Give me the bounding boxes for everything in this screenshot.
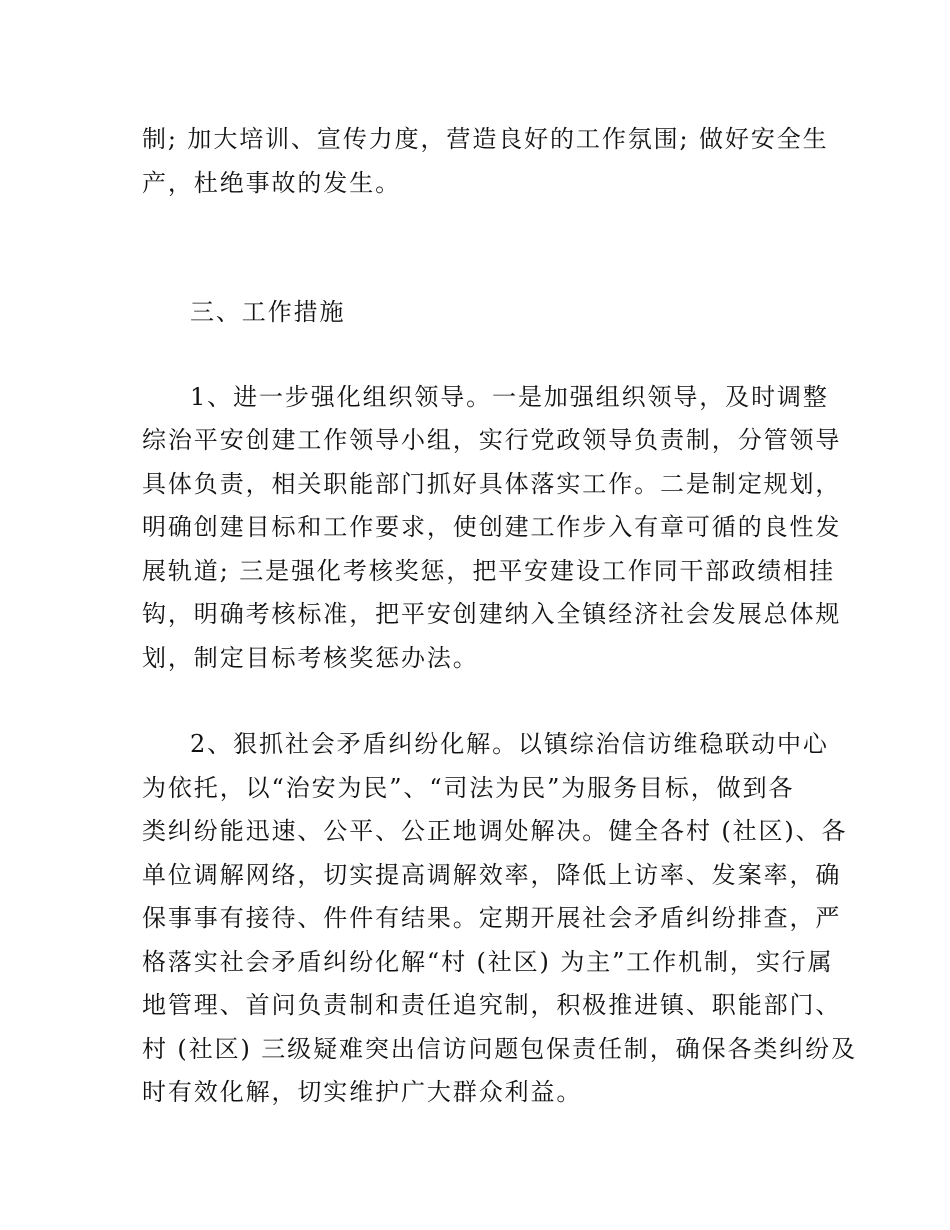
para2-line-1: 2、狠抓社会矛盾纠纷化解。以镇综治信访维稳联动中心 <box>190 730 829 758</box>
para2-line-6: 格落实社会矛盾纠纷化解“村 (社区) 为主”工作机制，实行属 <box>142 948 834 976</box>
para2-line-4: 单位调解网络，切实提高调解效率，降低上访率、发案率，确 <box>142 861 842 889</box>
para1-line-7: 划，制定目标考核奖惩办法。 <box>142 644 479 672</box>
para2-line-8: 村 (社区) 三级疑难突出信访问题包保责任制，确保各类纠纷及 <box>142 1035 857 1063</box>
para1-line-1: 1、进一步强化组织领导。一是加强组织领导，及时调整 <box>190 383 829 411</box>
para2-line-7: 地管理、首问负责制和责任追究制，积极推进镇、职能部门、 <box>142 991 842 1019</box>
para2-line-5: 保事事有接待、件件有结果。定期开展社会矛盾纠纷排查，严 <box>142 904 842 932</box>
para2-line-3: 类纠纷能迅速、公平、公正地调处解决。健全各村 (社区)、各 <box>142 817 848 845</box>
para-intro-line-1: 制; 加大培训、宣传力度，营造良好的工作氛围; 做好安全生 <box>142 125 829 153</box>
para-intro-line-2: 产，杜绝事故的发生。 <box>142 169 401 197</box>
para1-line-3: 具体负责，相关职能部门抓好具体落实工作。二是制定规划， <box>142 470 842 498</box>
para1-line-5: 展轨道; 三是强化考核奖惩，把平安建设工作同干部政绩相挂 <box>142 557 835 585</box>
para1-line-2: 综治平安创建工作领导小组，实行党政领导负责制，分管领导 <box>142 426 842 454</box>
para2-line-2: 为依托，以“治安为民”、“司法为民”为服务目标，做到各 <box>142 774 795 802</box>
para1-line-6: 钩，明确考核标准，把平安创建纳入全镇经济社会发展总体规 <box>142 600 842 628</box>
para1-line-4: 明确创建目标和工作要求，使创建工作步入有章可循的良性发 <box>142 513 842 541</box>
section-heading: 三、工作措施 <box>190 298 346 326</box>
para2-line-9: 时有效化解，切实维护广大群众利益。 <box>142 1078 583 1106</box>
